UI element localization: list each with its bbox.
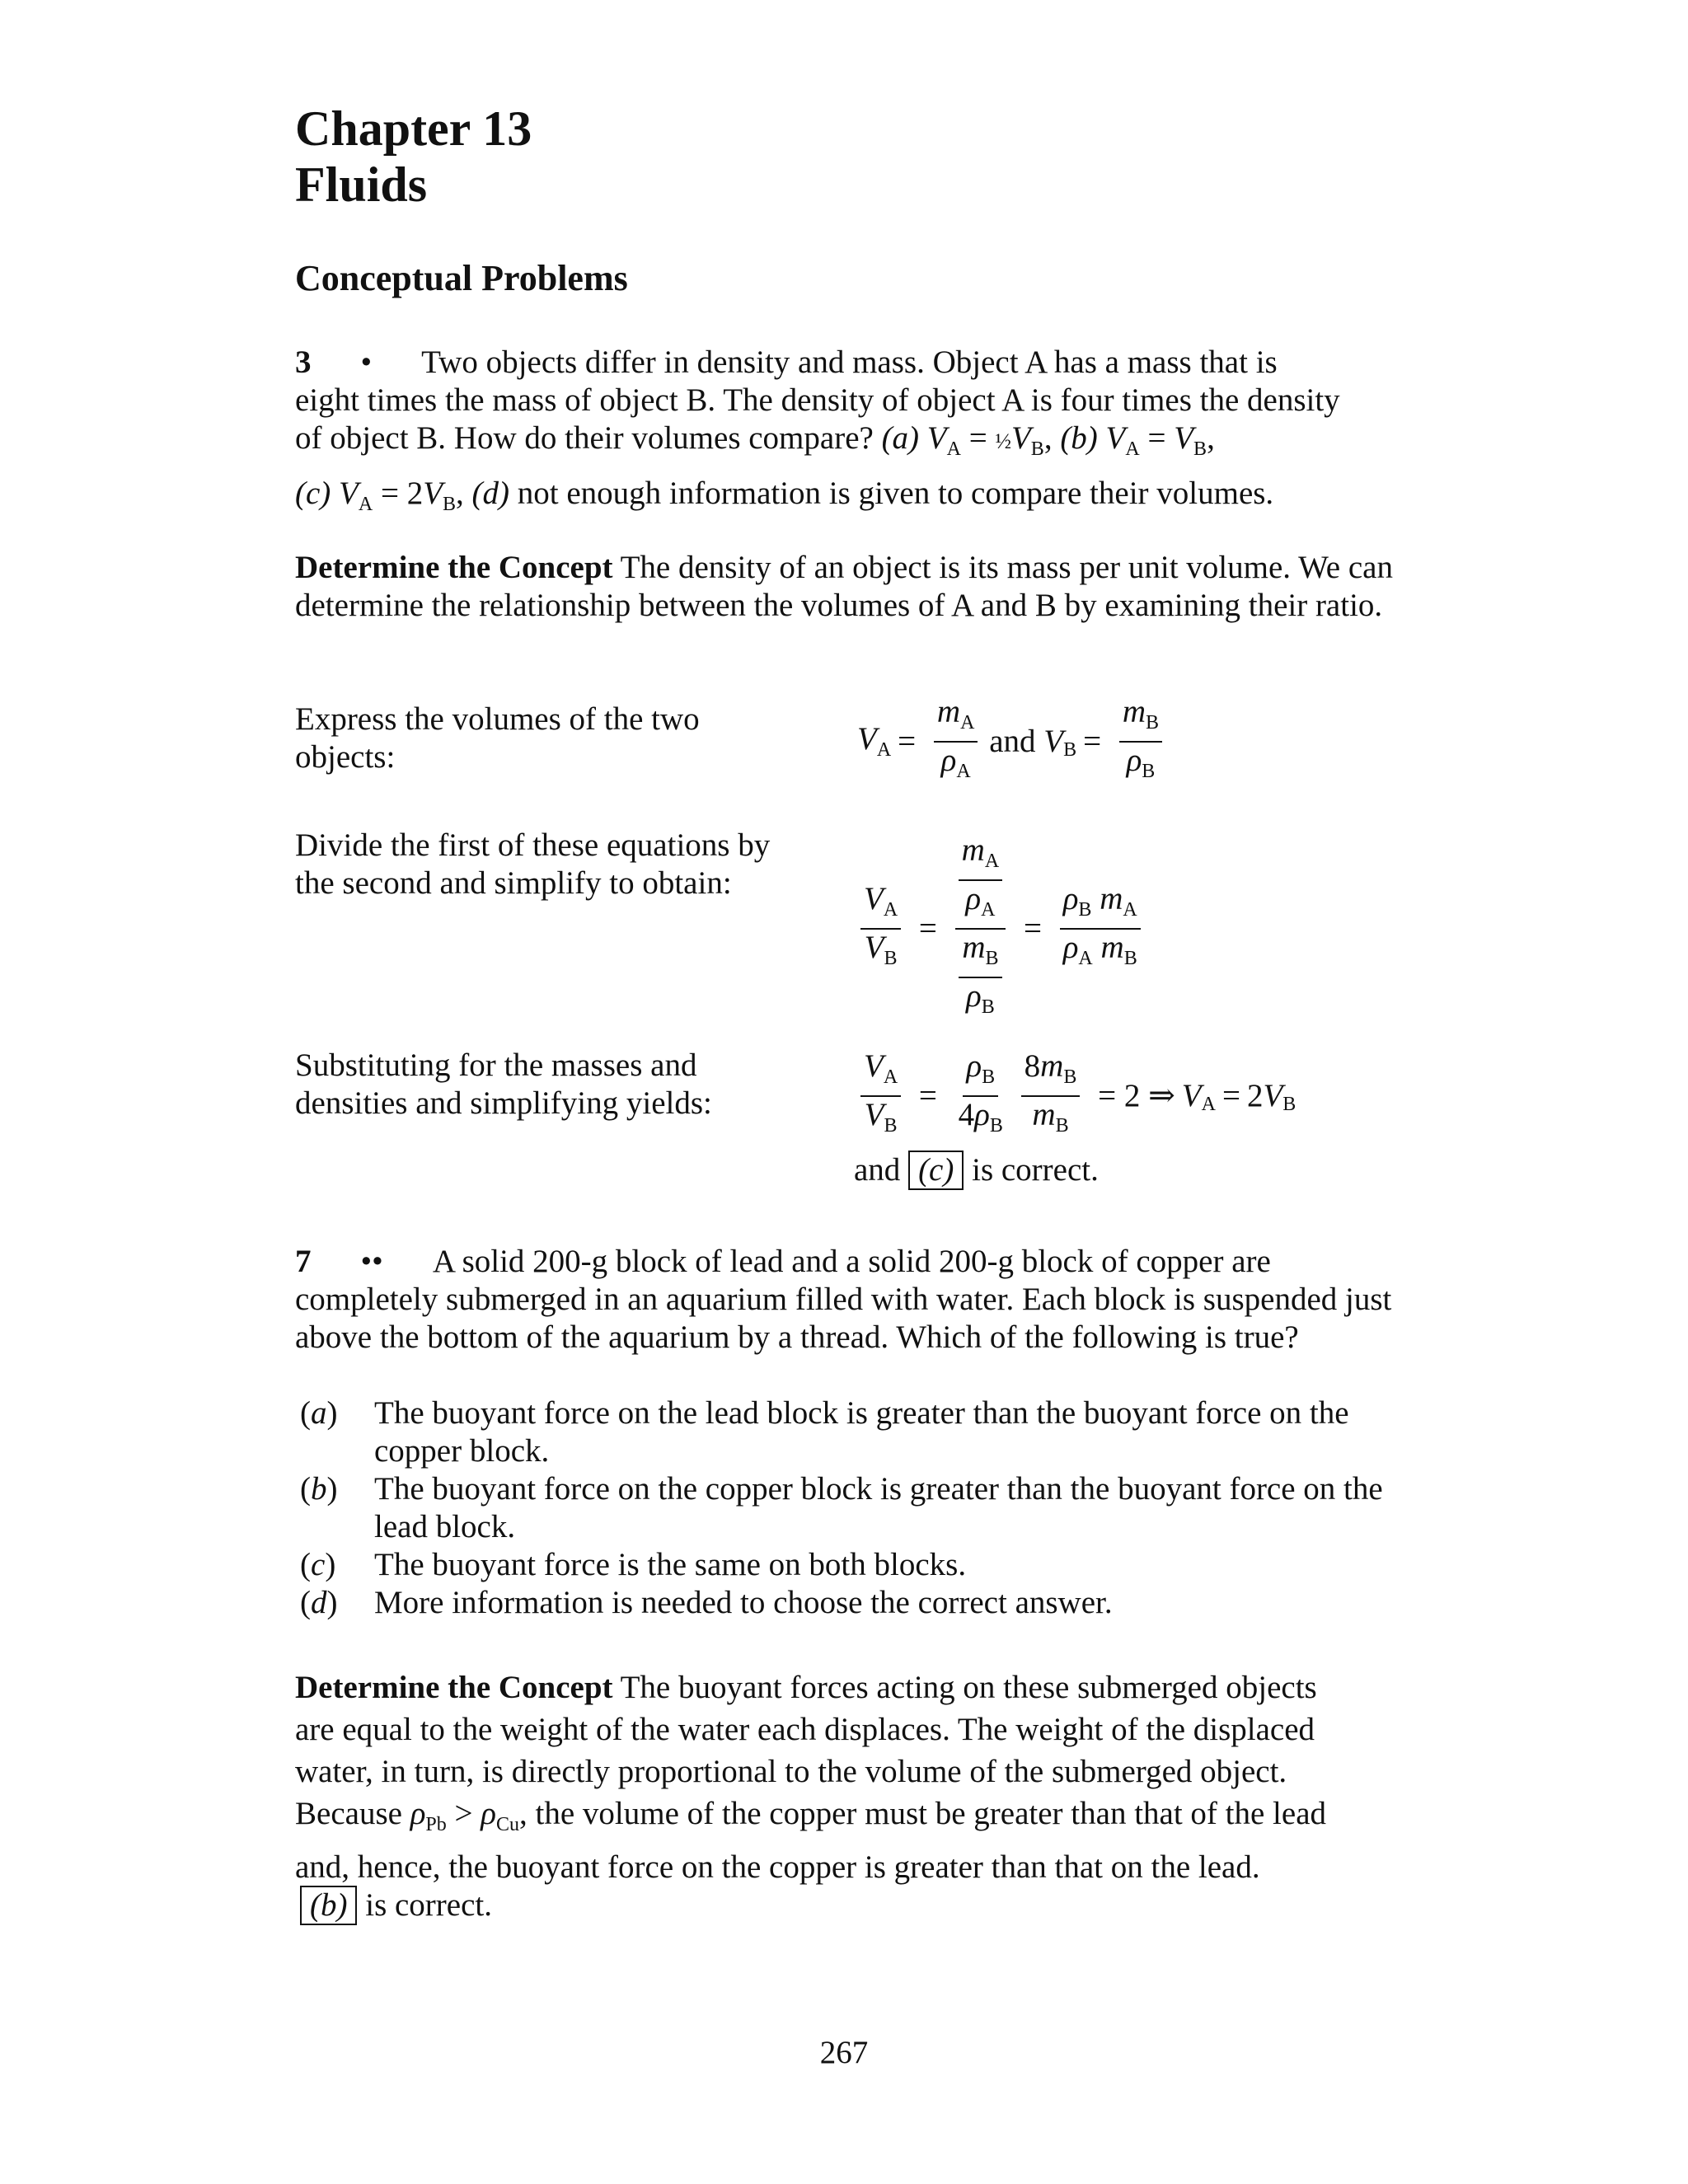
option-d: (d) not enough information is given to compare their volumes.	[471, 476, 1274, 511]
problem-text: of object B. How do their volumes compare?	[295, 420, 874, 456]
problem-number: 7	[295, 1244, 312, 1279]
step-label: Divide the first of these equations by the second and simplify to obtain:	[295, 827, 771, 901]
chapter-title: Fluids	[295, 157, 428, 212]
option-c: (c) $V_A = 2V_B$,	[295, 476, 464, 515]
concept-text: The buoyant forces acting on these submerged objects	[620, 1670, 1317, 1705]
step-label: Substituting for the masses and densities and simplifying yields:	[295, 1047, 712, 1121]
equation-ratio: $\frac{V_A}{V_B}$ = $\frac{\frac{m_A}{\rho_A}}{\frac{m_B}{\rho_B}}$ = $\frac{\rho_B m_A}{\rho_A m_B}$	[857, 832, 1144, 1025]
chapter-number: Chapter 13	[295, 101, 532, 156]
concept-text: Because	[295, 1796, 402, 1831]
answer-suffix: is correct.	[972, 1152, 1099, 1188]
option-b: (b) $V_A = V_B$,	[1060, 420, 1215, 460]
answer-line	[854, 1151, 1099, 1190]
option-a: (a) $V_A$ = $\frac{1}{2}V_B$,	[881, 420, 1053, 460]
concept-heading: Determine the Concept	[295, 1670, 613, 1705]
equation-substitution: $\frac{V_A}{V_B}$ = $\frac{\rho_B}{4\rho_B}$ $\frac{8m_B}{m_B}$ = 2 ⇒ $V_A = 2V_B$	[857, 1048, 1296, 1144]
concept-paragraph	[295, 549, 1404, 625]
problem-3-statement	[295, 344, 1404, 523]
concept-heading: Determine the Concept	[295, 550, 613, 585]
concept-paragraph	[295, 1666, 1404, 1888]
answer-line	[300, 1886, 492, 1925]
concept-text: and, hence, the buoyant force on the copper is greater than that on the lead.	[295, 1849, 1260, 1885]
equation-volumes: $V_A$ = $\frac{m_A}{\rho_A}$ and $V_B$ = $\frac{m_B}{\rho_B}$	[857, 694, 1165, 790]
answer-suffix: is correct.	[365, 1887, 492, 1923]
answer-box: (c)	[908, 1151, 964, 1190]
problem-7-statement	[295, 1243, 1404, 1357]
answer-prefix: and	[854, 1152, 901, 1188]
problem-text: A solid 200-g block of lead and a solid 200-g block of copper are completely submerged in an aquarium filled with water. Each block is suspended just above the bottom of the aquarium by a thread. Which of the following is true?	[295, 1244, 1392, 1355]
step-label: Express the volumes of the two objects:	[295, 701, 700, 775]
answer-box: (b)	[300, 1886, 357, 1925]
difficulty-marker: •	[360, 344, 373, 380]
density-inequality: $\rho_{Pb} > \rho_{Cu}$	[410, 1796, 520, 1835]
concept-text: , the volume of the copper must be greater than that of the lead	[519, 1796, 1327, 1831]
concept-text: are equal to the weight of the water each displaces. The weight of the displaced	[295, 1712, 1315, 1747]
concept-text: water, in turn, is directly proportional to the volume of the submerged object.	[295, 1754, 1287, 1789]
problem-text: eight times the mass of object B. The density of object A is four times the density	[295, 382, 1340, 418]
difficulty-marker: ••	[360, 1244, 383, 1279]
problem-number: 3	[295, 344, 312, 380]
concept-text: The density of an object is its mass per unit volume. We can determine the relationship between the volumes of A and B by examining their ratio.	[295, 550, 1393, 623]
page-number: 267	[819, 2035, 869, 2070]
section-title: Conceptual Problems	[295, 258, 628, 298]
problem-text: Two objects differ in density and mass. Object A has a mass that is	[421, 344, 1278, 380]
